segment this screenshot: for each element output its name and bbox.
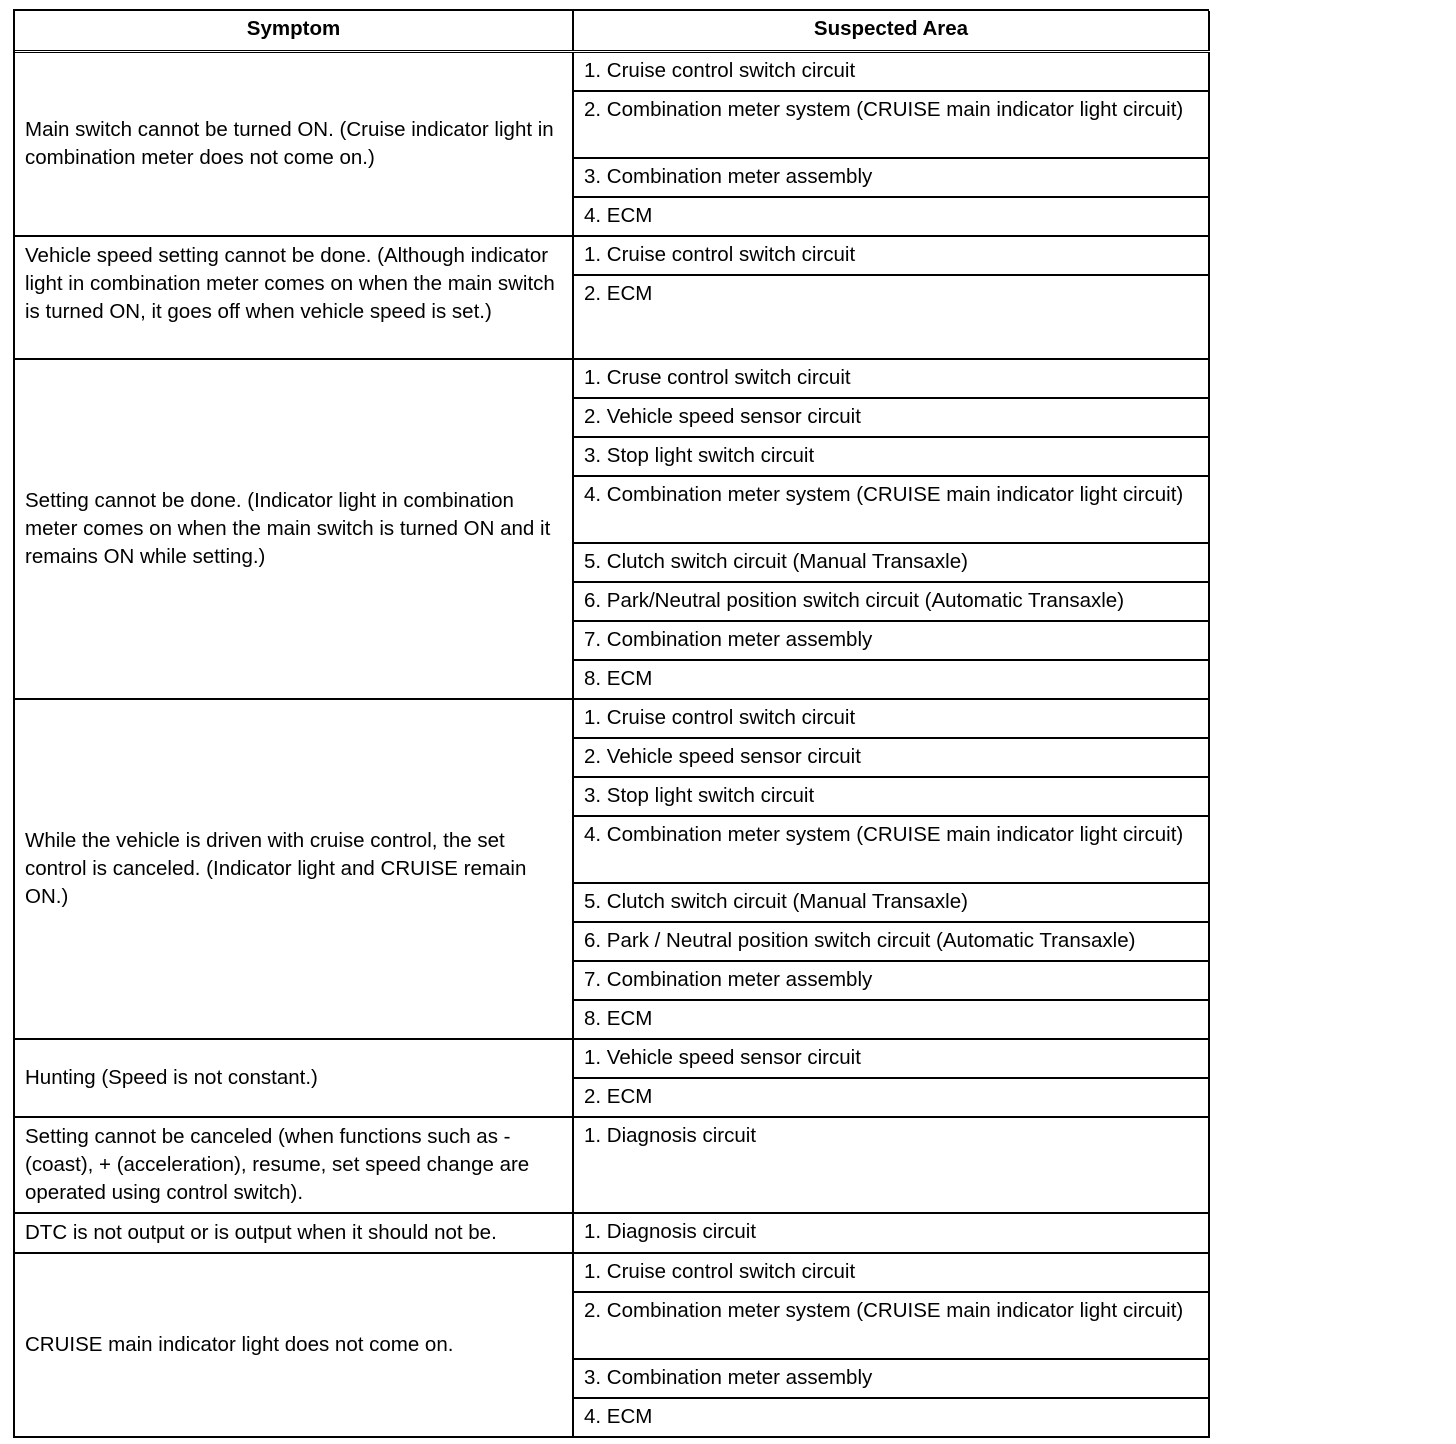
suspected-area-cell: 4. ECM [573, 197, 1209, 236]
suspected-area-cell: 2. Combination meter system (CRUISE main indicator light circuit) [573, 1292, 1209, 1359]
suspected-area-cell: 8. ECM [573, 1000, 1209, 1039]
table-row [15, 1253, 1209, 1292]
table-row [15, 1117, 1209, 1213]
suspected-area-cell: 3. Combination meter assembly [573, 1359, 1209, 1398]
symptom-cell: DTC is not output or is output when it should not be. [15, 1213, 573, 1253]
symptom-cell: Setting cannot be canceled (when functions such as - (coast), + (acceleration), resume, set speed change are operated using control switch). [15, 1117, 573, 1213]
symptom-cell: Main switch cannot be turned ON. (Cruise indicator light in combination meter does not come on.) [15, 51, 573, 236]
table-row [15, 51, 1209, 91]
table-row [15, 1039, 1209, 1078]
suspected-area-cell: 5. Clutch switch circuit (Manual Transaxle) [573, 543, 1209, 582]
suspected-area-cell: 4. ECM [573, 1398, 1209, 1437]
suspected-area-cell: 4. Combination meter system (CRUISE main indicator light circuit) [573, 476, 1209, 543]
suspected-area-cell: 4. Combination meter system (CRUISE main indicator light circuit) [573, 816, 1209, 883]
symptom-column-header: Symptom [15, 11, 573, 51]
suspected-area-cell: 2. Vehicle speed sensor circuit [573, 398, 1209, 437]
table-row [15, 699, 1209, 738]
suspected-area-cell: 7. Combination meter assembly [573, 961, 1209, 1000]
suspected-area-cell: 8. ECM [573, 660, 1209, 699]
symptom-cell: Setting cannot be done. (Indicator light in combination meter comes on when the main switch is turned ON and it remains ON while setting.) [15, 359, 573, 699]
suspected-area-cell: 1. Vehicle speed sensor circuit [573, 1039, 1209, 1078]
suspected-area-cell: 1. Cruise control switch circuit [573, 236, 1209, 275]
suspected-area-cell: 2. Vehicle speed sensor circuit [573, 738, 1209, 777]
suspected-area-cell: 2. ECM [573, 275, 1209, 359]
suspected-area-cell: 2. Combination meter system (CRUISE main indicator light circuit) [573, 91, 1209, 158]
table-row [15, 236, 1209, 275]
symptom-cell: While the vehicle is driven with cruise control, the set control is canceled. (Indicator light and CRUISE remain ON.) [15, 699, 573, 1039]
suspected-area-cell: 1. Cruise control switch circuit [573, 1253, 1209, 1292]
symptom-table [15, 11, 1210, 1438]
troubleshooting-table-container [13, 9, 1209, 1438]
suspected-area-cell: 3. Combination meter assembly [573, 158, 1209, 197]
suspected-area-cell: 7. Combination meter assembly [573, 621, 1209, 660]
suspected-area-cell: 6. Park / Neutral position switch circuit (Automatic Transaxle) [573, 922, 1209, 961]
suspected-area-cell: 3. Stop light switch circuit [573, 437, 1209, 476]
suspected-area-cell: 1. Cruse control switch circuit [573, 359, 1209, 398]
table-row [15, 1213, 1209, 1253]
symptom-cell: Vehicle speed setting cannot be done. (Although indicator light in combination meter comes on when the main switch is turned ON, it goes off when vehicle speed is set.) [15, 236, 573, 359]
suspected-area-cell: 1. Diagnosis circuit [573, 1117, 1209, 1213]
suspected-area-cell: 1. Diagnosis circuit [573, 1213, 1209, 1253]
suspected-area-cell: 5. Clutch switch circuit (Manual Transaxle) [573, 883, 1209, 922]
suspected-area-cell: 1. Cruise control switch circuit [573, 699, 1209, 738]
table-row [15, 359, 1209, 398]
suspected-area-cell: 3. Stop light switch circuit [573, 777, 1209, 816]
suspected-area-cell: 6. Park/Neutral position switch circuit (Automatic Transaxle) [573, 582, 1209, 621]
suspected-area-cell: 1. Cruise control switch circuit [573, 51, 1209, 91]
symptom-cell: Hunting (Speed is not constant.) [15, 1039, 573, 1117]
suspected-area-column-header: Suspected Area [573, 11, 1209, 51]
suspected-area-cell: 2. ECM [573, 1078, 1209, 1117]
header-row [15, 11, 1209, 51]
symptom-cell: CRUISE main indicator light does not come on. [15, 1253, 573, 1437]
